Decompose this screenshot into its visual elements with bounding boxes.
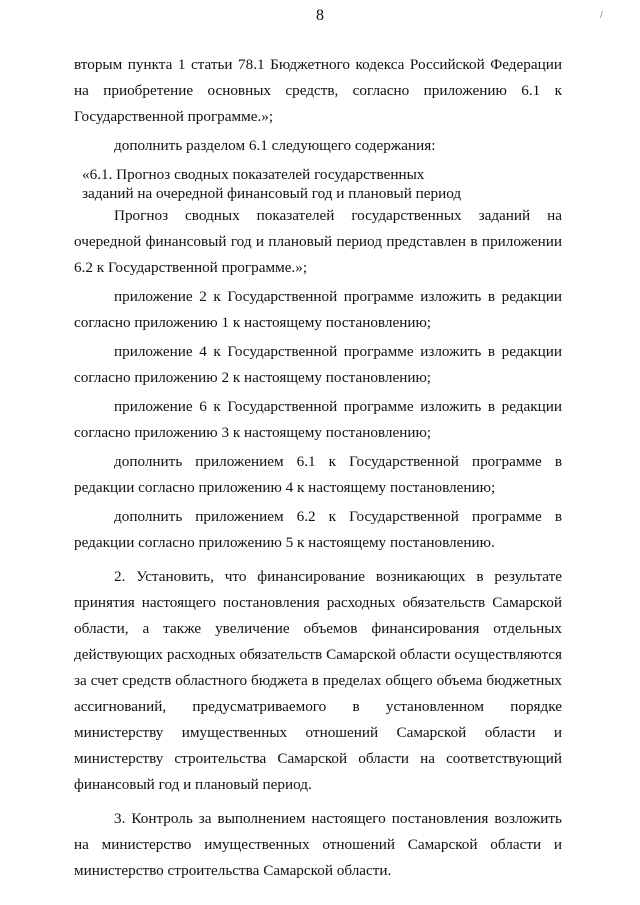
document-body xyxy=(74,52,562,884)
paragraph-appendix-2: приложение 2 к Государственной программе изложить в редакции согласно приложению 1 к настоящему постановлению; xyxy=(74,288,562,331)
paragraph-add-section: дополнить разделом 6.1 следующего содержания: xyxy=(114,137,436,154)
paragraph-appendix-6: приложение 6 к Государственной программе изложить в редакции согласно приложению 3 к настоящему постановлению; xyxy=(74,398,562,441)
scan-mark: / xyxy=(600,10,603,21)
section-heading xyxy=(74,165,562,203)
paragraph-item-3: 3. Контроль за выполнением настоящего постановления возложить на министерство имущественных отношений Самарской области и министерство строительства Самарской области. xyxy=(74,810,562,879)
paragraph-continuation: вторым пункта 1 статьи 78.1 Бюджетного кодекса Российской Федерации на приобретение основных средств, согласно приложению 6.1 к Государственной программе.»; xyxy=(74,56,562,125)
section-heading-line-1: «6.1. Прогноз сводных показателей государственных xyxy=(82,166,425,183)
paragraph-forecast: Прогноз сводных показателей государственных заданий на очередной финансовый год и плановый период представлен в приложении 6.2 к Государственной программе.»; xyxy=(74,207,562,276)
paragraph-appendix-6-1: дополнить приложением 6.1 к Государственной программе в редакции согласно приложению 4 к настоящему постановлению; xyxy=(74,453,562,496)
paragraph-appendix-6-2: дополнить приложением 6.2 к Государственной программе в редакции согласно приложению 5 к настоящему постановлению. xyxy=(74,508,562,551)
paragraph-appendix-4: приложение 4 к Государственной программе изложить в редакции согласно приложению 2 к настоящему постановлению; xyxy=(74,343,562,386)
paragraph-item-2: 2. Установить, что финансирование возникающих в результате принятия настоящего постановления расходных обязательств Самарской области, а также увеличение объемов финансирования отдельных действующих расходных обязательств Самарской области осуществляются за счет средств областного бюджета в пределах общего объема бюджетных ассигнований, предусматриваемого в установленном порядке министерству имущественных отношений Самарской области и министерству строительства Самарской области на соответствующий финансовый год и плановый период. xyxy=(74,568,562,793)
section-heading-line-2: заданий на очередной финансовый год и плановый период xyxy=(82,185,462,202)
page-number: 8 xyxy=(316,7,324,24)
